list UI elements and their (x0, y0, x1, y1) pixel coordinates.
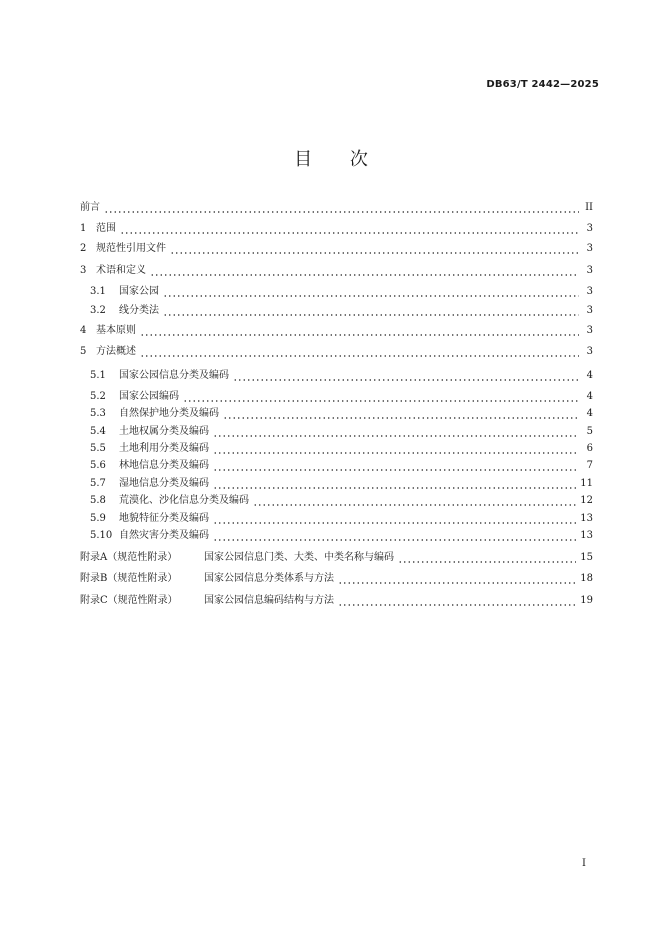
toc-entry[interactable] (80, 222, 593, 236)
toc-entry-label: 线分类法 (119, 305, 159, 316)
toc-entry-label: 自然灾害分类及编码 (119, 530, 209, 541)
toc-entry-number: 5.7 (90, 478, 106, 489)
toc-entry-page: 3 (586, 223, 593, 234)
document-code: DB63/T 2442—2025 (486, 79, 599, 90)
toc-entry-page: 18 (580, 573, 593, 584)
toc-leader-dots (150, 264, 579, 278)
toc-entry-page: II (585, 202, 593, 213)
toc-entry-number: 5.5 (90, 443, 106, 454)
toc-leader-dots (213, 442, 579, 456)
toc-entry-page: 3 (586, 346, 593, 357)
toc-leader-dots (163, 304, 579, 318)
toc-entry-label: 规范性引用文件 (96, 243, 166, 254)
toc-entry-number: 5.3 (90, 408, 106, 419)
toc-leader-dots (140, 345, 579, 359)
page-number: I (582, 858, 586, 869)
toc-entry[interactable] (80, 594, 593, 608)
toc-entry[interactable] (90, 369, 593, 383)
toc-entry-number: 附录A（规范性附录） (80, 552, 178, 563)
toc-entry[interactable] (80, 242, 593, 256)
toc-entry-label: 术语和定义 (96, 265, 146, 276)
toc-entry-label: 林地信息分类及编码 (119, 460, 209, 471)
toc-entry-page: 19 (580, 595, 593, 606)
toc-leader-dots (213, 512, 576, 526)
toc-leader-dots (338, 572, 576, 586)
toc-entry[interactable] (90, 459, 593, 473)
toc-entry-label: 土地权属分类及编码 (119, 426, 209, 437)
toc-leader-dots (163, 285, 579, 299)
toc-entry[interactable] (80, 264, 593, 278)
toc-leader-dots (253, 494, 576, 508)
toc-entry[interactable] (90, 304, 593, 318)
toc-entry-label: 方法概述 (96, 346, 136, 357)
toc-entry[interactable] (80, 201, 593, 215)
toc-entry-label: 国家公园信息分类体系与方法 (204, 573, 334, 584)
toc-entry-page: 11 (580, 478, 593, 489)
toc-entry-page: 3 (586, 325, 593, 336)
toc-entry[interactable] (90, 477, 593, 491)
toc-entry-page: 3 (586, 265, 593, 276)
toc-entry[interactable] (80, 345, 593, 359)
toc-entry-label: 国家公园信息编码结构与方法 (204, 595, 334, 606)
toc-leader-dots (213, 529, 576, 543)
toc-entry-page: 3 (586, 286, 593, 297)
toc-entry-label: 国家公园信息门类、大类、中类名称与编码 (204, 552, 394, 563)
toc-entry-page: 3 (586, 305, 593, 316)
toc-entry-page: 13 (580, 513, 593, 524)
toc-entry-page: 13 (580, 530, 593, 541)
toc-entry-label: 前言 (80, 202, 100, 213)
toc-entry-page: 7 (586, 460, 593, 471)
toc-entry-number: 1 (80, 223, 87, 234)
toc-entry-page: 4 (586, 408, 593, 419)
toc-entry-number: 5.2 (90, 391, 106, 402)
toc-entry-page: 4 (586, 391, 593, 402)
toc-entry-number: 3.1 (90, 286, 106, 297)
toc-leader-dots (120, 222, 579, 236)
toc-entry-number: 附录C（规范性附录） (80, 595, 178, 606)
toc-leader-dots (140, 324, 579, 338)
toc-entry-page: 5 (586, 426, 593, 437)
toc-entry-label: 荒漠化、沙化信息分类及编码 (119, 495, 249, 506)
toc-entry-page: 12 (580, 495, 593, 506)
toc-leader-dots (213, 425, 579, 439)
toc-entry-label: 国家公园编码 (119, 391, 179, 402)
toc-entry-number: 5.9 (90, 513, 106, 524)
toc-entry-number: 5.8 (90, 495, 106, 506)
toc-leader-dots (213, 459, 579, 473)
toc-leader-dots (104, 201, 579, 215)
toc-entry-number: 2 (80, 243, 87, 254)
toc-entry-label: 湿地信息分类及编码 (119, 478, 209, 489)
toc-entry-number: 5.4 (90, 426, 106, 437)
toc-entry[interactable] (80, 324, 593, 338)
toc-leader-dots (213, 477, 576, 491)
toc-entry-number: 5 (80, 346, 87, 357)
toc-entry-page: 15 (580, 552, 593, 563)
toc-entry[interactable] (90, 494, 593, 508)
toc-leader-dots (183, 390, 579, 404)
toc-leader-dots (338, 594, 576, 608)
toc-entry-number: 3.2 (90, 305, 106, 316)
toc-entry-page: 4 (586, 370, 593, 381)
toc-entry-number: 5.10 (90, 530, 113, 541)
toc-entry[interactable] (90, 425, 593, 439)
toc-entry[interactable] (90, 390, 593, 404)
toc-entry[interactable] (90, 407, 593, 421)
toc-entry-label: 自然保护地分类及编码 (119, 408, 219, 419)
toc-entry-number: 3 (80, 265, 87, 276)
toc-entry-label: 土地利用分类及编码 (119, 443, 209, 454)
toc-entry[interactable] (90, 442, 593, 456)
toc-entry-label: 国家公园 (119, 286, 159, 297)
toc-entry-number: 5.1 (90, 370, 106, 381)
toc-leader-dots (233, 369, 579, 383)
toc-entry[interactable] (80, 551, 593, 565)
toc-entry[interactable] (80, 572, 593, 586)
toc-entry-number: 5.6 (90, 460, 106, 471)
toc-entry-label: 国家公园信息分类及编码 (119, 370, 229, 381)
toc-entry-label: 基本原则 (96, 325, 136, 336)
toc-leader-dots (170, 242, 579, 256)
toc-entry-label: 地貌特征分类及编码 (119, 513, 209, 524)
toc-entry-page: 3 (586, 243, 593, 254)
toc-leader-dots (398, 551, 576, 565)
toc-entry-page: 6 (586, 443, 593, 454)
toc-entry[interactable] (90, 512, 593, 526)
toc-title: 目 次 (294, 149, 384, 170)
toc-entry-number: 附录B（规范性附录） (80, 573, 178, 584)
toc-leader-dots (223, 407, 579, 421)
toc-entry[interactable] (90, 529, 593, 543)
toc-entry[interactable] (90, 285, 593, 299)
toc-entry-label: 范围 (96, 223, 116, 234)
toc-entry-number: 4 (80, 325, 87, 336)
